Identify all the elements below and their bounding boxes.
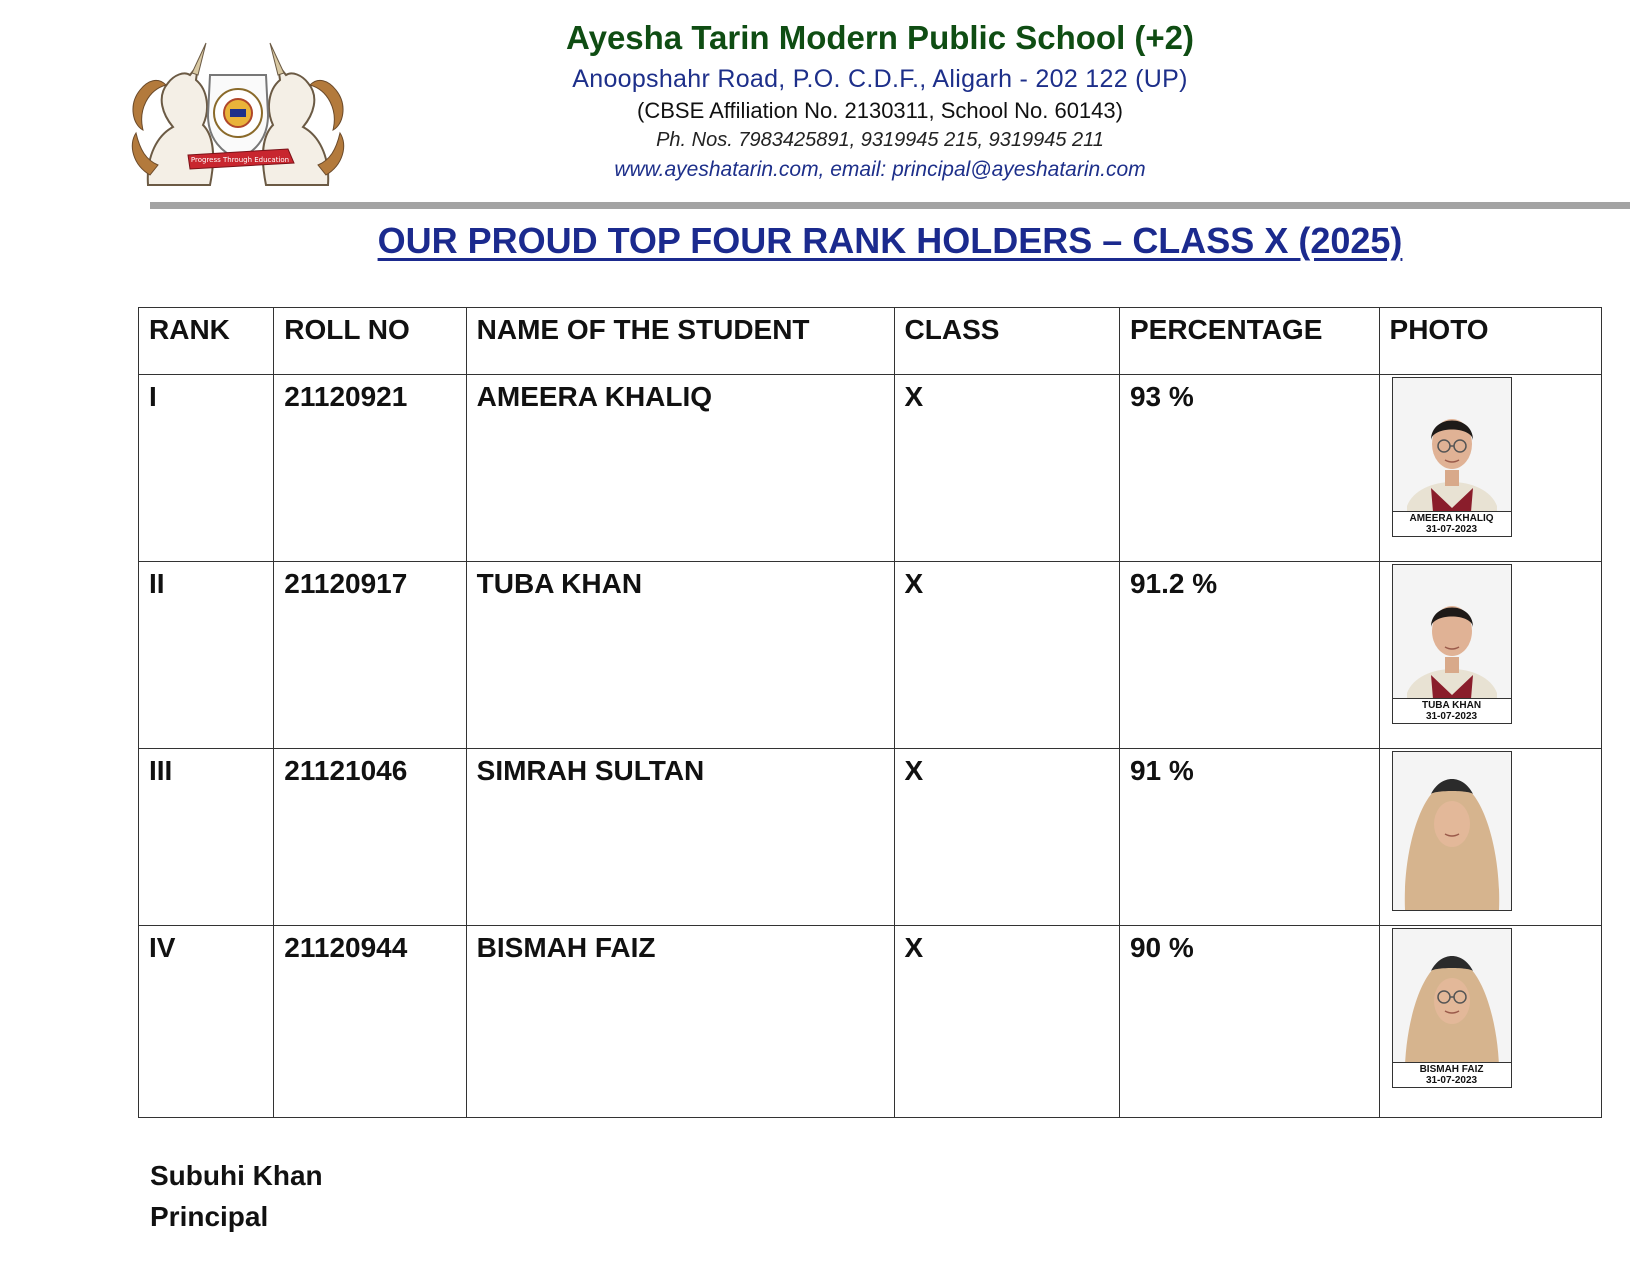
roll-no-cell: 21120921 xyxy=(274,375,466,562)
column-header-roll-no: ROLL NO xyxy=(274,308,466,375)
principal-name: Subuhi Khan xyxy=(150,1160,323,1191)
photo-caption-date: 31-07-2023 xyxy=(1425,1075,1478,1086)
student-photo xyxy=(1392,564,1512,724)
school-logo xyxy=(118,35,358,195)
column-header-percentage: PERCENTAGE xyxy=(1119,308,1379,375)
column-header-rank: RANK xyxy=(139,308,274,375)
letterhead xyxy=(520,14,1240,186)
photo-caption xyxy=(1393,511,1511,536)
student-photo xyxy=(1392,751,1512,911)
signature-block xyxy=(150,1155,323,1237)
photo-caption-date: 31-07-2023 xyxy=(1425,711,1478,722)
logo-motto: Progress Through Education xyxy=(190,156,290,164)
roll-no-cell: 21121046 xyxy=(274,749,466,926)
photo-caption-name: BISMAH FAIZ xyxy=(1419,1064,1484,1075)
website-email: www.ayeshatarin.com, email: principal@ayeshatarin.com xyxy=(614,158,1146,181)
photo-caption xyxy=(1393,698,1511,723)
rank-cell: I xyxy=(139,375,274,562)
column-header-photo: PHOTO xyxy=(1379,308,1601,375)
affiliation-info: (CBSE Affiliation No. 2130311, School No. 60143) xyxy=(637,98,1123,123)
rank-cell: IV xyxy=(139,926,274,1118)
roll-no-cell: 21120944 xyxy=(274,926,466,1118)
school-name: Ayesha Tarin Modern Public School (+2) xyxy=(565,19,1195,56)
percentage-cell: 93 % xyxy=(1119,375,1379,562)
rank-cell: III xyxy=(139,749,274,926)
student-name-cell: AMEERA KHALIQ xyxy=(466,375,894,562)
percentage-cell: 91 % xyxy=(1119,749,1379,926)
percentage-cell: 91.2 % xyxy=(1119,562,1379,749)
class-cell: X xyxy=(894,562,1119,749)
rank-cell: II xyxy=(139,562,274,749)
student-name-cell: TUBA KHAN xyxy=(466,562,894,749)
table-row xyxy=(139,562,1602,749)
rank-holders-table xyxy=(138,307,1602,1118)
class-cell: X xyxy=(894,926,1119,1118)
student-name-cell: SIMRAH SULTAN xyxy=(466,749,894,926)
photo-caption-date: 31-07-2023 xyxy=(1425,524,1478,535)
student-photo xyxy=(1392,377,1512,537)
photo-caption-name: TUBA KHAN xyxy=(1421,700,1482,711)
photo-cell xyxy=(1379,926,1601,1118)
class-cell: X xyxy=(894,375,1119,562)
percentage-cell: 90 % xyxy=(1119,926,1379,1118)
student-name-cell: BISMAH FAIZ xyxy=(466,926,894,1118)
roll-no-cell: 21120917 xyxy=(274,562,466,749)
photo-caption xyxy=(1393,1062,1511,1087)
principal-designation: Principal xyxy=(150,1201,269,1232)
column-header-name: NAME OF THE STUDENT xyxy=(466,308,894,375)
school-address: Anoopshahr Road, P.O. C.D.F., Aligarh - 202 122 (UP) xyxy=(572,65,1188,93)
photo-cell xyxy=(1379,749,1601,926)
header-divider xyxy=(150,202,1630,209)
photo-cell xyxy=(1379,375,1601,562)
table-header-row xyxy=(139,308,1602,375)
photo-caption-name: AMEERA KHALIQ xyxy=(1409,513,1494,524)
table-row xyxy=(139,375,1602,562)
phone-numbers: Ph. Nos. 7983425891, 9319945 215, 9319945 211 xyxy=(656,129,1104,151)
table-row xyxy=(139,749,1602,926)
column-header-class: CLASS xyxy=(894,308,1119,375)
student-photo xyxy=(1392,928,1512,1088)
page-title: OUR PROUD TOP FOUR RANK HOLDERS – CLASS X (2025) xyxy=(377,220,1403,261)
photo-cell xyxy=(1379,562,1601,749)
class-cell: X xyxy=(894,749,1119,926)
table-row xyxy=(139,926,1602,1118)
